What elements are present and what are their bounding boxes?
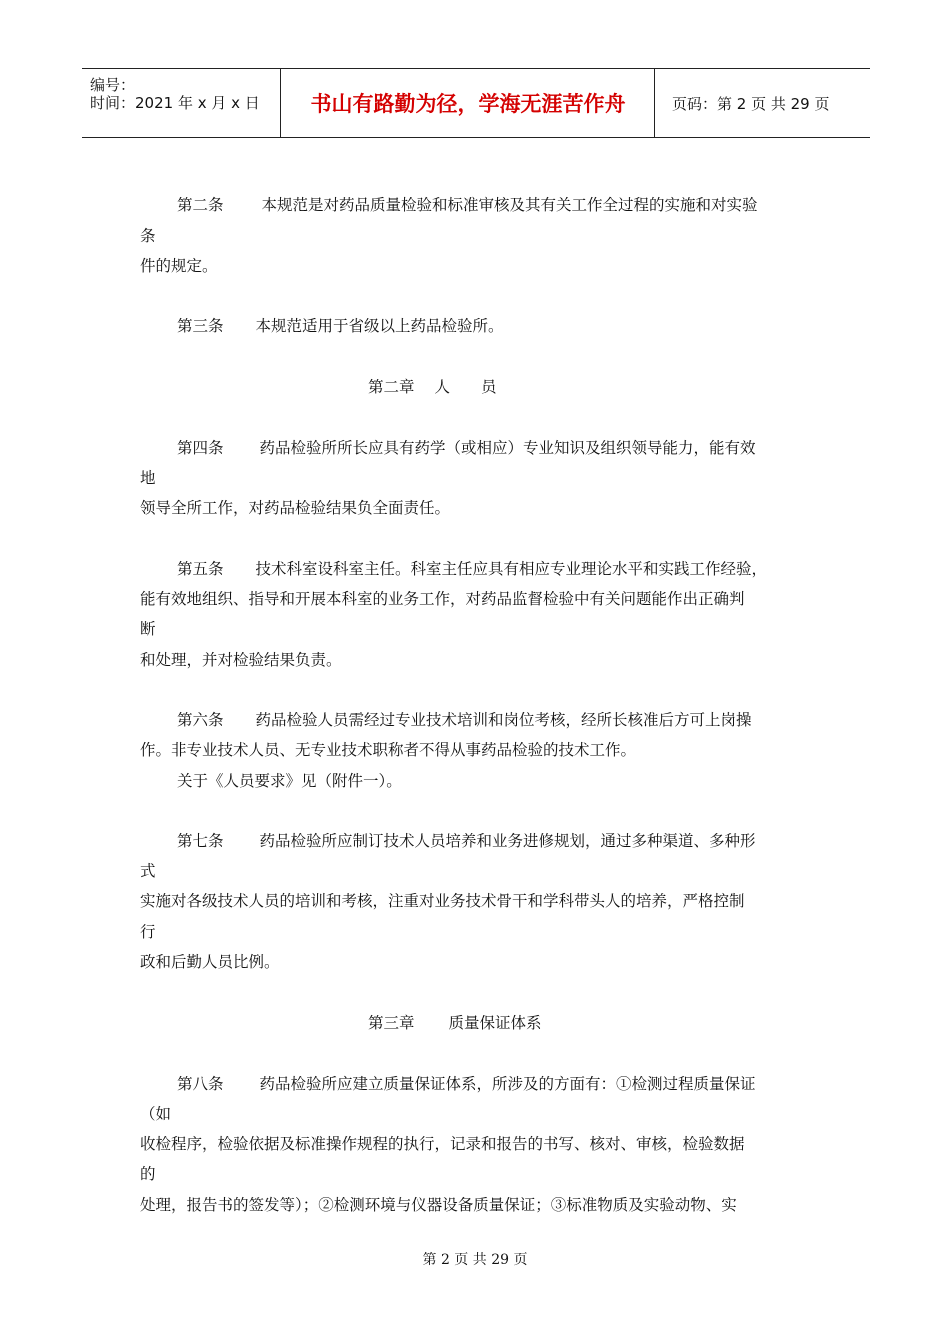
chapter-3-title: 质量保证体系 [448,1014,542,1032]
article-2-line-1 [177,198,758,214]
article-6-label: 第六条 [177,711,224,729]
article-4-text-1: 药品检验所所长应具有药学（或相应）专业知识及组织领导能力，能有效 [259,439,756,457]
article-8-line-3: 收检程序，检验依据及标准操作规程的执行，记录和报告的书写、核对、审核，检验数据 [140,1135,745,1153]
article-8-label: 第八条 [177,1075,224,1093]
chapter-3-heading [368,1016,542,1032]
article-2-text-1: 本规范是对药品质量检验和标准审核及其有关工作全过程的实施和对实验 [261,196,758,214]
article-7-line-3: 实施对各级技术人员的培训和考核，注重对业务技术骨干和学科带头人的培养，严格控制 [140,892,745,910]
doc-number: 编号： [90,76,136,94]
article-6-line-3: 关于《人员要求》见（附件一）。 [177,772,402,790]
article-3-line-1 [177,319,504,335]
article-7-line-2: 式 [140,862,156,880]
page-number-label: 页码：第 2 页 共 29 页 [672,94,830,113]
article-8-line-5: 处理，报告书的签发等）；②检测环境与仪器设备质量保证；③标准物质及实验动物、实 [140,1196,737,1214]
chapter-2-title: 人 员 [434,378,497,396]
article-2-label: 第二条 [177,196,224,214]
chapter-2-heading [368,380,497,396]
article-6-line-1 [177,713,752,729]
article-5-text-1: 技术科室设科室主任。科室主任应具有相应专业理论水平和实践工作经验， [255,560,768,578]
article-5-line-4: 和处理，并对检验结果负责。 [140,651,342,669]
article-3-text-1: 本规范适用于省级以上药品检验所。 [255,317,504,335]
article-8-line-1 [177,1077,756,1093]
article-2-line-3: 件的规定。 [140,257,218,275]
article-2-line-2: 条 [140,227,156,245]
article-5-line-3: 断 [140,620,156,638]
article-7-line-1 [177,834,756,850]
article-4-line-2: 地 [140,469,156,487]
header-meta [82,69,281,137]
header-motto: 书山有路勤为径，学海无涯苦作舟 [282,69,655,137]
page-header [82,68,870,138]
article-6-text-1: 药品检验人员需经过专业技术培训和岗位考核，经所长核准后方可上岗操 [255,711,752,729]
header-page-number [664,69,870,137]
article-4-label: 第四条 [177,439,224,457]
article-7-label: 第七条 [177,832,224,850]
article-5-label: 第五条 [177,560,224,578]
article-7-line-4: 行 [140,923,156,941]
article-5-line-1 [177,562,767,578]
chapter-3-label: 第三章 [368,1014,415,1032]
article-8-line-2: （如 [140,1105,172,1123]
chapter-2-label: 第二章 [368,378,415,396]
article-4-line-1 [177,441,756,457]
article-3-label: 第三条 [177,317,224,335]
article-7-text-1: 药品检验所应制订技术人员培养和业务进修规划，通过多种渠道、多种形 [259,832,756,850]
article-6-line-2: 作。非专业技术人员、无专业技术职称者不得从事药品检验的技术工作。 [140,741,637,759]
doc-time: 时间：2021 年 x 月 x 日 [90,94,260,112]
article-8-text-1: 药品检验所应建立质量保证体系，所涉及的方面有：①检测过程质量保证 [259,1075,756,1093]
article-5-line-2: 能有效地组织、指导和开展本科室的业务工作，对药品监督检验中有关问题能作出正确判 [140,590,745,608]
article-8-line-4: 的 [140,1165,156,1183]
article-7-line-5: 政和后勤人员比例。 [140,953,280,971]
page-footer: 第 2 页 共 29 页 [422,1252,528,1268]
article-4-line-3: 领导全所工作，对药品检验结果负全面责任。 [140,499,451,517]
